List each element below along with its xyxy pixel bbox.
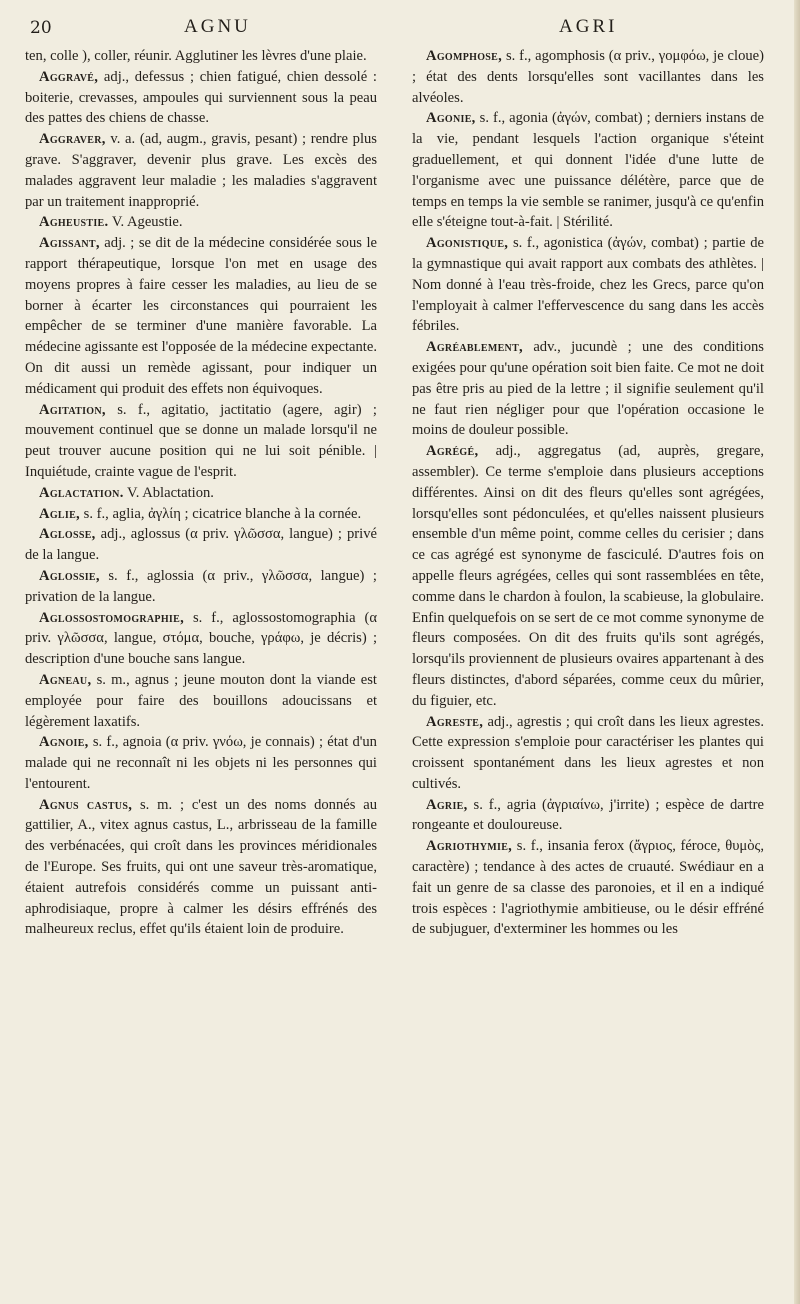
entry-definition: agnus ; jeune mouton dont la viande est employée pour faire des bouillons adoucissans et légèrement laxatifs.: [25, 671, 377, 730]
entry-headword: Agheustie.: [39, 214, 109, 231]
left-column: [25, 46, 377, 940]
dictionary-entry: [412, 108, 764, 233]
entry-grammar: s. f.,: [505, 48, 532, 64]
entry-grammar: s. f.,: [512, 235, 540, 252]
dictionary-entry: [412, 233, 764, 337]
entry-definition: agria (ἀγριαίνω, j'irrite) ; espèce de dartre rongeante et douloureuse.: [412, 796, 764, 834]
entry-grammar: s. f.,: [117, 401, 151, 418]
dictionary-entry: [412, 795, 764, 837]
entry-grammar: s. f.,: [108, 567, 139, 584]
entry-headword: Aglosse,: [39, 526, 96, 543]
entry-definition: insania ferox (ἄγριος, féroce, θυμὸς, caractère) ; tendance à des actes de cruauté. Swédiaur en a fait un genre de sa classe des paronoies, et il en a indiqué trois espèces : l'agriothymie ambitieuse, ou le désir effréné de subjuguer, d'exterminer les hommes ou les: [412, 838, 764, 938]
dictionary-entry: [412, 836, 764, 940]
entry-headword: Agonistique,: [426, 235, 509, 252]
dictionary-entry: [25, 46, 377, 67]
dictionary-entry: [25, 400, 377, 483]
entry-grammar: s. f.,: [479, 110, 506, 127]
page-header: [0, 14, 800, 44]
dictionary-entry: [25, 67, 377, 129]
entry-headword: Agréablement,: [426, 339, 523, 356]
entry-definition: se dit de la médecine considérée sous le rapport thérapeutique, lorsque l'on met en usage des moyens propres à faire cesser les maladies, au lieu de se borner à écarter les circonstances qui pourraient les empêcher de se terminer d'une manière favorable. La médecine agissante est l'opposée de la médecine expectante. On dit aussi un remède agissant, pour indiquer un médicament qui produit des effets non équivoques.: [25, 235, 377, 397]
entry-definition: Ablactation.: [142, 484, 214, 501]
entry-grammar: s. m.,: [96, 671, 130, 688]
entry-definition: agitatio, jactitatio (agere, agir) ; mouvement continuel que se donne un malade lorsqu'il ne peut trouver aucune position qui ne lui soit pénible. | Inquiétude, crainte vague de l'esprit.: [25, 401, 377, 480]
entry-definition: ten, colle ), coller, réunir. Agglutiner les lèvres d'une plaie.: [25, 48, 367, 64]
dictionary-entry: [412, 46, 764, 108]
left-running-head: AGNU: [184, 16, 251, 37]
entry-grammar: s. m. ;: [139, 796, 184, 813]
entry-definition: aglia, ἀγλίη ; cicatrice blanche à la cornée.: [112, 505, 362, 522]
entry-definition: defessus ; chien fatigué, chien dessolé : boiterie, crevasses, ampoules qui surviennent sous la peau des pattes des chiens de chasse.: [25, 68, 377, 127]
dictionary-entry: [25, 504, 377, 525]
entry-grammar: s. f.,: [92, 734, 119, 751]
page-number: 20: [30, 18, 52, 38]
entry-grammar: adj.,: [100, 526, 126, 543]
entry-definition: (ad, augm., gravis, pesant) ; rendre plus grave. S'aggraver, devenir plus grave. Les excès des malades aggravent leur maladie ; les maladies s'aggravent par un traitement inapproprié.: [25, 131, 377, 210]
entry-grammar: v. a.: [110, 131, 136, 148]
entry-definition: agonistica (ἀγών, combat) ; partie de la gymnastique qui avait rapport aux combats des athlètes. | Nom donné à l'eau très-froide, chez les Grecs, parce qu'on l'employait à calmer l'effervescence du sang dans les accès fébriles.: [412, 235, 764, 335]
entry-definition: aglossostomographia (α priv. γλῶσσα, langue, στόμα, bouche, γράφω, je décris) ; description d'une bouche sans langue.: [25, 609, 377, 668]
entry-headword: Agneau,: [39, 671, 92, 688]
entry-grammar: V.: [111, 214, 125, 231]
entry-headword: Agitation,: [39, 401, 106, 418]
entry-headword: Agomphose,: [426, 48, 503, 64]
entry-definition: aglossus (α priv. γλῶσσα, langue) ; privé de la langue.: [25, 526, 377, 564]
entry-headword: Agrégé,: [426, 443, 479, 460]
entry-grammar: s. f.,: [192, 609, 224, 626]
dictionary-entry: [25, 483, 377, 504]
entry-headword: Aggraver,: [39, 131, 106, 148]
entry-grammar: adj. ;: [104, 235, 135, 252]
entry-grammar: adj.,: [103, 68, 130, 85]
entry-grammar: adj.,: [495, 443, 521, 460]
entry-headword: Aglossostomographie,: [39, 609, 185, 626]
entry-headword: Aglossie,: [39, 567, 100, 584]
right-running-head: AGRI: [559, 16, 618, 37]
dictionary-entry: [412, 441, 764, 711]
entry-grammar: V.: [127, 484, 140, 501]
entry-grammar: adv.,: [533, 339, 561, 356]
entry-headword: Aglie,: [39, 505, 80, 522]
entry-headword: Agrie,: [426, 796, 468, 813]
dictionary-entry: [25, 212, 377, 233]
entry-definition: agrestis ; qui croît dans les lieux agrestes. Cette expression s'emploie pour caractériser les plantes qui croissent spontanément dans les lieux agrestes et non cultivés.: [412, 713, 765, 792]
dictionary-entry: [25, 732, 377, 794]
entry-definition: aglossia (α priv., γλῶσσα, langue) ; privation de la langue.: [25, 567, 377, 605]
dictionary-entry: [25, 566, 377, 608]
page-edge-shadow: [794, 0, 800, 1304]
dictionary-entry: [25, 795, 377, 941]
dictionary-entry: [412, 337, 764, 441]
entry-headword: Agnoie,: [39, 734, 89, 751]
entry-definition: aggregatus (ad, auprès, gregare, assembler). Ce terme s'emploie dans plusieurs acceptions différentes. Ainsi on dit des fleurs qu'elles sont agrégées, lorsqu'elles sont pédonculées, et qu'elles naissent plusieurs ensemble d'un même point, comme celles du cerisier ; dans ce cas agrégé est synonyme de fasciculé. D'autres fois on appelle fleurs agrégées, celles qui sont rassemblées en tête, comme dans le chardon à foulon, la scabieuse, la globulaire. Enfin quelquefois on se sert de ce mot comme synonyme de fleurs composées. On dit des fruits qu'ils sont agrégés, lorsqu'ils proviennent de plusieurs ovaires appartenant à des fleurs distinctes, d'abord séparées, comme ceux du mûrier, du figuier, etc.: [412, 443, 764, 709]
entry-headword: Agnus castus,: [39, 796, 133, 813]
entry-headword: Agonie,: [426, 110, 476, 127]
entry-headword: Aglactation.: [39, 484, 124, 501]
entry-grammar: adj.,: [487, 713, 513, 730]
entry-grammar: s. f.,: [516, 838, 543, 855]
dictionary-entry: [412, 712, 764, 795]
right-column: [412, 46, 764, 940]
entry-grammar: s. f.,: [473, 796, 501, 813]
dictionary-entry: [25, 524, 377, 566]
entry-definition: jucundè ; une des conditions exigées pour qu'une opération soit bien faite. Ce mot ne doit pas être pris au pied de la lettre ; il signifie seulement qu'il ne faut rien négliger pour que l'opération occasione le moins de douleur possible.: [412, 339, 764, 439]
entry-definition: agnoia (α priv. γνόω, je connais) ; état d'un malade qui ne reconnaît ni les objets ni les personnes qui l'entourent.: [25, 734, 377, 792]
entry-definition: agomphosis (α priv., γομφόω, je cloue) ; état des dents lorsqu'elles sont vacillantes dans les alvéoles.: [412, 48, 765, 106]
entry-definition: Ageustie.: [126, 214, 183, 231]
entry-headword: Agreste,: [426, 713, 484, 730]
dictionary-entry: [25, 670, 377, 732]
entry-headword: Aggravé,: [39, 68, 99, 85]
dictionary-entry: [25, 233, 377, 399]
entry-headword: Agissant,: [39, 235, 100, 252]
dictionary-entry: [25, 608, 377, 670]
entry-definition: c'est un des noms donnés au gattilier, A., vitex agnus castus, L., arbrisseau de la famille des verbénacées, qui croît dans les provinces méridionales de l'Europe. Ses fruits, qui ont une saveur très-aromatique, étaient autrefois considérés comme un puissant anti-aphrodisiaque, propre à calmer les désirs effrénés des malheureux reclus, effet qu'ils étaient loin de produire.: [25, 796, 378, 938]
entry-definition: agonia (ἀγών, combat) ; derniers instans de la vie, pendant lesquels l'action organique s'éteint graduellement, et qui donnent l'idée d'une lutte de l'organisme avec une puissance délétère, parce que de temps en temps la vie semble se ranimer, jusqu'à ce qu'enfin elle s'éteigne tout-à-fait. | Stérilité.: [412, 110, 764, 231]
dictionary-entry: [25, 129, 377, 212]
entry-grammar: s. f.,: [83, 505, 109, 522]
entry-headword: Agriothymie,: [426, 838, 513, 855]
